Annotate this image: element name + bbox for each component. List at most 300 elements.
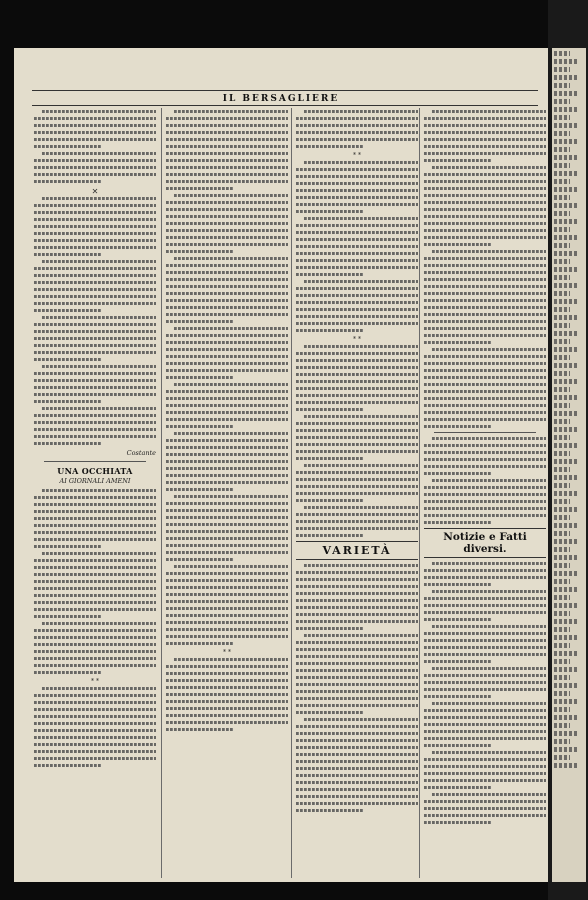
text-line — [554, 51, 570, 56]
text-line — [34, 750, 156, 753]
text-line — [432, 751, 546, 754]
text-line — [304, 415, 418, 418]
text-line — [296, 802, 418, 805]
text-line — [424, 306, 546, 309]
text-line — [34, 344, 156, 347]
text-line — [296, 266, 418, 269]
text-line — [166, 621, 288, 624]
text-line — [432, 625, 546, 628]
text-line — [424, 264, 546, 267]
text-line — [42, 316, 156, 319]
text-line — [166, 271, 288, 274]
text-line — [424, 465, 546, 468]
column-divider — [161, 108, 162, 878]
text-line — [34, 715, 156, 718]
text-line — [424, 814, 546, 817]
text-line — [424, 152, 546, 155]
text-line — [432, 348, 546, 351]
text-line — [554, 579, 570, 584]
text-line — [554, 107, 577, 112]
text-line — [296, 606, 418, 609]
text-line — [424, 313, 546, 316]
text-line — [304, 634, 418, 637]
section-headline: Notizie e Fatti diversi. — [424, 528, 546, 558]
text-line — [424, 355, 546, 358]
text-line — [296, 697, 418, 700]
text-line — [166, 537, 288, 540]
text-line — [166, 250, 233, 253]
text-line — [424, 472, 491, 475]
text-line — [296, 203, 418, 206]
text-line — [166, 614, 288, 617]
page-header — [14, 48, 548, 106]
text-line — [166, 292, 288, 295]
text-line — [296, 683, 418, 686]
text-line — [42, 260, 156, 263]
text-line — [34, 601, 156, 604]
text-line — [424, 327, 546, 330]
text-line — [296, 168, 418, 171]
text-line — [296, 485, 418, 488]
text-line — [34, 559, 156, 562]
column-1 — [34, 110, 156, 880]
text-line — [34, 239, 156, 242]
text-line — [554, 267, 577, 272]
text-line — [34, 594, 156, 597]
text-line — [34, 701, 156, 704]
text-line — [424, 208, 546, 211]
text-line — [554, 507, 577, 512]
text-line — [554, 411, 577, 416]
text-line — [34, 615, 101, 618]
text-line — [34, 358, 101, 361]
text-line — [554, 235, 577, 240]
text-line — [554, 635, 577, 640]
text-line — [296, 352, 418, 355]
text-line — [296, 760, 418, 763]
text-line — [554, 555, 577, 560]
text-line — [424, 597, 546, 600]
text-line — [424, 576, 546, 579]
text-line — [34, 302, 156, 305]
text-line — [296, 478, 418, 481]
text-line — [34, 211, 156, 214]
text-line — [296, 767, 418, 770]
text-line — [554, 323, 570, 328]
text-line — [296, 534, 363, 537]
text-line — [424, 194, 546, 197]
text-line — [166, 558, 233, 561]
text-line — [166, 586, 288, 589]
text-line — [166, 299, 288, 302]
text-line — [34, 757, 156, 760]
section-headline: VARIETÀ — [296, 541, 418, 560]
text-line — [424, 821, 491, 824]
text-line — [174, 257, 288, 260]
text-line — [296, 145, 363, 148]
text-line — [424, 632, 546, 635]
text-line — [432, 667, 546, 670]
text-line — [166, 397, 288, 400]
text-line — [424, 292, 546, 295]
text-line — [166, 145, 288, 148]
text-line — [166, 707, 288, 710]
text-line — [424, 674, 546, 677]
text-line — [296, 322, 418, 325]
text-line — [34, 743, 156, 746]
text-line — [34, 246, 156, 249]
masthead: IL BERSAGLIERE — [222, 94, 340, 104]
text-line — [34, 351, 156, 354]
text-line — [296, 585, 418, 588]
text-line — [166, 579, 288, 582]
text-line — [424, 611, 546, 614]
text-line — [34, 608, 156, 611]
text-line — [554, 227, 570, 232]
text-line — [166, 460, 288, 463]
text-line — [34, 580, 156, 583]
text-line — [554, 99, 570, 104]
text-line — [166, 369, 288, 372]
text-line — [554, 115, 570, 120]
text-line — [166, 635, 288, 638]
column-3 — [296, 110, 418, 880]
article-signature: Costante — [126, 449, 156, 457]
text-line — [34, 323, 156, 326]
text-line — [424, 653, 546, 656]
text-line — [432, 562, 546, 565]
text-line — [34, 531, 156, 534]
text-line — [424, 779, 546, 782]
text-line — [304, 506, 418, 509]
text-line — [34, 295, 156, 298]
text-line — [424, 271, 546, 274]
text-line — [296, 795, 418, 798]
text-line — [34, 218, 156, 221]
article-separator — [434, 432, 536, 433]
text-line — [42, 687, 156, 690]
header-rule-bottom — [32, 105, 538, 106]
text-line — [34, 545, 101, 548]
text-line — [166, 362, 288, 365]
text-line — [432, 590, 546, 593]
text-line — [424, 320, 546, 323]
text-line — [166, 285, 288, 288]
text-line — [166, 355, 288, 358]
text-line — [554, 371, 570, 376]
text-line — [554, 587, 577, 592]
text-line — [554, 675, 570, 680]
text-line — [304, 217, 418, 220]
text-line — [296, 429, 418, 432]
text-line — [296, 781, 418, 784]
text-line — [174, 495, 288, 498]
text-line — [174, 110, 288, 113]
text-line — [166, 341, 288, 344]
text-line — [34, 138, 156, 141]
text-line — [174, 194, 288, 197]
text-line — [34, 131, 156, 134]
section-title: UNA OCCHIATA — [57, 466, 133, 476]
text-line — [166, 628, 288, 631]
text-line — [554, 667, 577, 672]
text-line — [554, 739, 570, 744]
text-line — [424, 418, 546, 421]
text-line — [554, 179, 570, 184]
text-line — [34, 330, 156, 333]
text-line — [296, 131, 418, 134]
text-line — [554, 499, 570, 504]
text-line — [424, 341, 491, 344]
text-line — [166, 714, 288, 717]
text-line — [554, 619, 577, 624]
text-line — [554, 131, 570, 136]
text-line — [554, 659, 570, 664]
text-line — [554, 163, 570, 168]
text-line — [424, 681, 546, 684]
text-line — [34, 166, 156, 169]
text-line — [424, 236, 546, 239]
text-line — [34, 573, 156, 576]
text-line — [424, 569, 546, 572]
text-line — [304, 564, 418, 567]
text-line — [554, 563, 570, 568]
text-line — [296, 655, 418, 658]
text-line — [296, 117, 418, 120]
text-line — [296, 359, 418, 362]
text-line — [424, 451, 546, 454]
text-line — [432, 437, 546, 440]
text-line — [554, 347, 577, 352]
text-line — [34, 629, 156, 632]
text-line — [554, 243, 570, 248]
text-line — [34, 288, 156, 291]
text-line — [554, 443, 577, 448]
text-line — [554, 307, 570, 312]
text-line — [166, 453, 288, 456]
text-line — [424, 458, 546, 461]
text-line — [424, 514, 546, 517]
text-line — [554, 723, 570, 728]
text-line — [296, 711, 363, 714]
text-line — [296, 301, 418, 304]
text-line — [304, 161, 418, 164]
text-line — [296, 739, 418, 742]
text-line — [34, 337, 156, 340]
text-line — [554, 491, 577, 496]
text-line — [166, 411, 288, 414]
text-line — [296, 613, 418, 616]
text-line — [166, 693, 288, 696]
text-line — [296, 592, 418, 595]
text-line — [554, 715, 577, 720]
text-line — [166, 138, 288, 141]
text-line — [554, 459, 577, 464]
text-line — [424, 376, 546, 379]
text-line — [554, 59, 577, 64]
text-line — [424, 444, 546, 447]
text-line — [554, 595, 570, 600]
text-line — [166, 502, 288, 505]
text-line — [554, 91, 577, 96]
text-line — [554, 531, 570, 536]
text-line — [424, 257, 546, 260]
text-line — [554, 355, 570, 360]
text-line — [554, 187, 577, 192]
text-line — [554, 731, 577, 736]
text-line — [166, 686, 288, 689]
text-line — [34, 708, 156, 711]
text-line — [432, 250, 546, 253]
text-line — [432, 793, 546, 796]
text-line — [424, 583, 491, 586]
text-line — [554, 291, 570, 296]
text-line — [554, 755, 570, 760]
text-line — [554, 195, 570, 200]
text-line — [304, 110, 418, 113]
text-line — [432, 166, 546, 169]
text-line — [554, 763, 577, 768]
text-line — [34, 587, 156, 590]
text-line — [166, 481, 288, 484]
text-line — [554, 523, 577, 528]
text-line — [296, 809, 363, 812]
text-line — [34, 435, 156, 438]
text-line — [166, 173, 288, 176]
text-line — [166, 131, 288, 134]
text-line — [554, 379, 577, 384]
text-line — [424, 744, 491, 747]
text-line — [296, 499, 363, 502]
text-line — [424, 639, 546, 642]
text-line — [166, 201, 288, 204]
text-line — [296, 245, 418, 248]
text-line — [424, 646, 546, 649]
text-line — [424, 411, 546, 414]
text-line — [166, 222, 288, 225]
text-line — [554, 611, 570, 616]
text-line — [166, 306, 288, 309]
text-line — [424, 299, 546, 302]
text-line — [174, 658, 288, 661]
text-line — [296, 627, 363, 630]
text-line — [554, 283, 577, 288]
text-line — [34, 421, 156, 424]
text-line — [166, 152, 288, 155]
text-line — [166, 124, 288, 127]
text-line — [424, 730, 546, 733]
text-line — [424, 500, 546, 503]
text-line — [424, 278, 546, 281]
text-line — [34, 309, 101, 312]
text-line — [34, 414, 156, 417]
text-line — [554, 331, 577, 336]
text-line — [296, 231, 418, 234]
text-line — [34, 664, 156, 667]
text-line — [34, 124, 156, 127]
text-line — [166, 728, 233, 731]
text-line — [166, 439, 288, 442]
text-line — [34, 173, 156, 176]
text-line — [34, 400, 101, 403]
text-line — [34, 764, 101, 767]
text-line — [296, 294, 418, 297]
text-line — [42, 622, 156, 625]
text-line — [554, 403, 570, 408]
text-line — [424, 180, 546, 183]
text-line — [554, 203, 577, 208]
ornament: * * — [353, 336, 361, 343]
text-line — [296, 788, 418, 791]
text-line — [34, 232, 156, 235]
text-line — [296, 753, 418, 756]
text-line — [554, 483, 570, 488]
text-line — [554, 147, 570, 152]
text-line — [432, 702, 546, 705]
text-line — [34, 379, 156, 382]
text-line — [296, 315, 418, 318]
text-line — [34, 117, 156, 120]
text-line — [166, 551, 288, 554]
text-line — [424, 215, 546, 218]
text-line — [166, 180, 288, 183]
text-line — [34, 636, 156, 639]
text-line — [296, 641, 418, 644]
adjacent-page-strip — [552, 48, 586, 882]
ornament: * * — [91, 678, 99, 685]
text-line — [166, 390, 288, 393]
text-line — [166, 166, 288, 169]
text-line — [296, 124, 418, 127]
text-line — [166, 348, 288, 351]
text-line — [34, 650, 156, 653]
text-line — [424, 285, 546, 288]
text-line — [554, 219, 577, 224]
text-line — [34, 694, 156, 697]
text-line — [34, 657, 156, 660]
text-line — [424, 772, 546, 775]
text-line — [174, 565, 288, 568]
text-line — [166, 208, 288, 211]
text-line — [34, 524, 156, 527]
text-line — [554, 427, 577, 432]
text-line — [166, 544, 288, 547]
text-line — [554, 571, 577, 576]
text-line — [296, 662, 418, 665]
text-line — [296, 648, 418, 651]
text-line — [296, 571, 418, 574]
text-line — [424, 124, 546, 127]
text-line — [424, 765, 546, 768]
text-line — [34, 204, 156, 207]
text-line — [34, 517, 156, 520]
text-line — [296, 578, 418, 581]
text-line — [554, 67, 570, 72]
text-line — [42, 152, 156, 155]
text-line — [304, 718, 418, 721]
text-line — [34, 538, 156, 541]
text-line — [296, 492, 418, 495]
text-line — [296, 704, 418, 707]
text-line — [554, 315, 577, 320]
text-line — [174, 383, 288, 386]
text-line — [166, 264, 288, 267]
text-line — [554, 139, 577, 144]
text-line — [296, 436, 418, 439]
text-line — [34, 386, 156, 389]
text-line — [166, 159, 288, 162]
text-line — [424, 786, 491, 789]
